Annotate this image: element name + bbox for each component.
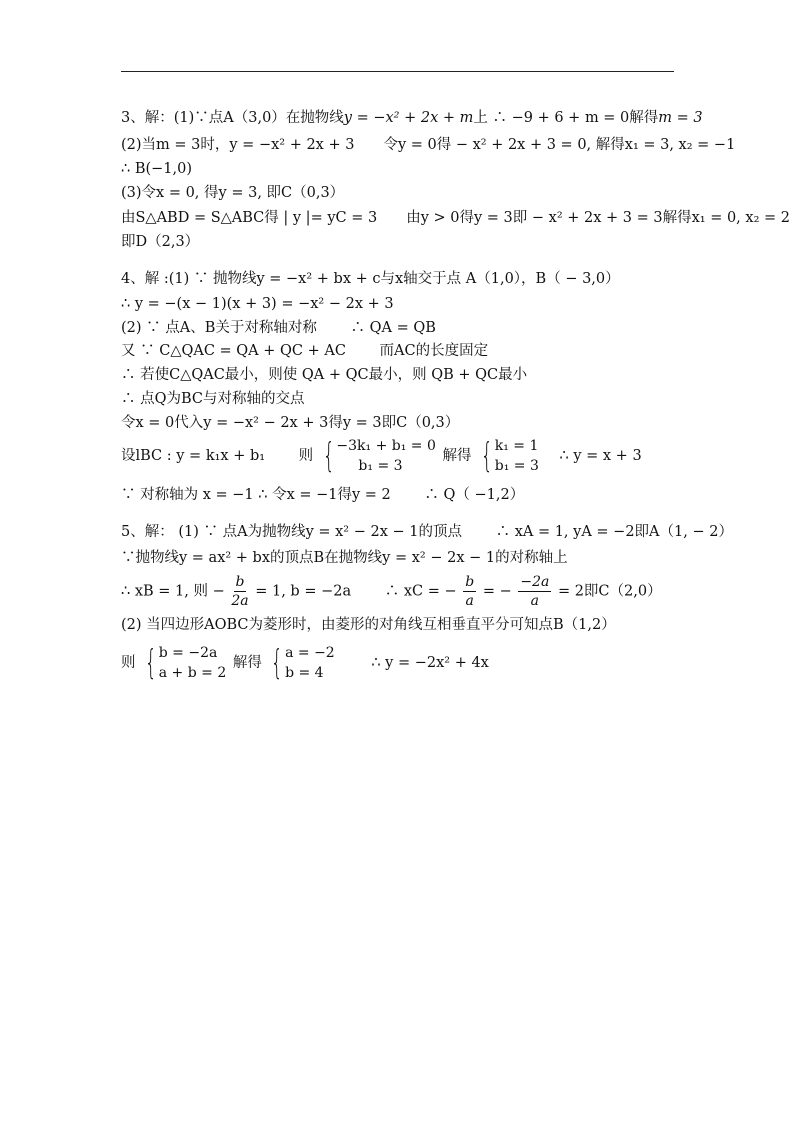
p5-line5-post: ∴ y = −2x² + 4x xyxy=(371,655,489,671)
p4-line8 xyxy=(121,436,642,476)
p4-line4: 又 ∵ C△QAC = QA + QC + AC 而AC的长度固定 xyxy=(121,343,489,359)
equation-system-3 xyxy=(142,643,226,683)
equation-system-1 xyxy=(320,436,436,476)
p4-line8-pre: 设lBC : y = k₁x + b₁ 则 xyxy=(121,448,314,464)
p4-line9: ∵ 对称轴为 x = −1 ∴ 令x = −1得y = 2 ∴ Q（ −1,2） xyxy=(121,487,525,503)
fraction-numerator: −2a xyxy=(520,574,550,590)
fraction-denominator: a xyxy=(530,593,540,609)
p5-line3-b: = 1, b = −2a ∴ xC = − xyxy=(255,583,457,600)
p4-line3: (2) ∵ 点A、B关于对称轴对称 ∴ QA = QB xyxy=(121,320,436,336)
system-row: b₁ = 3 xyxy=(494,458,539,474)
equation-system-2 xyxy=(478,436,539,476)
p5-line5-pre: 则 xyxy=(121,655,136,671)
p4-line7: 令x = 0代入y = −x² − 2x + 3得y = 3即C（0,3） xyxy=(121,415,460,431)
p5-line3-d: = 2即C（2,0） xyxy=(557,583,662,600)
p3-line1-text-d: m = 3 xyxy=(658,110,703,126)
fraction-2 xyxy=(463,573,476,610)
p5-line5 xyxy=(121,643,489,683)
p5-line2: ∵抛物线y = ax² + bx的顶点B在抛物线y = x² − 2x − 1的对称轴上 xyxy=(121,550,568,566)
fraction-numerator: b xyxy=(465,574,475,590)
fraction-1 xyxy=(231,573,248,610)
p5-line4: (2) 当四边形AOBC为菱形时，由菱形的对角线互相垂直平分可知点B（1,2） xyxy=(121,617,616,633)
p3-line1-text-b: y = −x² + 2x + m xyxy=(343,110,474,126)
system-row: a = −2 xyxy=(285,645,335,661)
system-row: k₁ = 1 xyxy=(494,438,539,454)
p3-line1-text-c: 上 ∴ −9 + 6 + m = 0解得 xyxy=(473,110,659,126)
p3-line6: 即D（2,3） xyxy=(121,234,200,250)
fraction-denominator: 2a xyxy=(231,593,249,609)
p5-line3-a: ∴ xB = 1, 则 − xyxy=(121,583,225,600)
left-brace-icon: { xyxy=(480,436,493,476)
system-row: b = 4 xyxy=(285,665,324,681)
p5-line1: 5、解： (1) ∵ 点A为抛物线y = x² − 2x − 1的顶点 ∴ xA = 1, yA = −2即A（1, − 2） xyxy=(121,524,733,540)
fraction-numerator: b xyxy=(235,574,245,590)
system-row: b₁ = 3 xyxy=(358,458,403,474)
p3-line3: ∴ B(−1,0) xyxy=(121,161,193,177)
system-row: −3k₁ + b₁ = 0 xyxy=(336,438,436,454)
p4-line8-mid: 解得 xyxy=(442,448,472,464)
system-row: a + b = 2 xyxy=(158,665,227,681)
p3-line4: (3)令x = 0, 得y = 3, 即C（0,3） xyxy=(121,185,345,201)
left-brace-icon: { xyxy=(322,436,335,476)
p4-line6: ∴ 点Q为BC与对称轴的交点 xyxy=(121,391,305,407)
p3-line1-text-a: 3、解：(1)∵点A（3,0）在抛物线 xyxy=(121,110,344,126)
p4-line5: ∴ 若使C△QAC最小，则使 QA + QC最小，则 QB + QC最小 xyxy=(121,367,528,383)
left-brace-icon: { xyxy=(144,643,157,683)
p3-line5: 由S△ABD = S△ABC得 | y |= yC = 3 由y > 0得y = 3即 − x² + 2x + 3 = 3解得x₁ = 0, x₂ = 2 xyxy=(121,210,790,226)
equation-system-4 xyxy=(268,643,334,683)
system-row: b = −2a xyxy=(158,645,218,661)
fraction-3 xyxy=(518,573,551,610)
p3-line2: (2)当m = 3时，y = −x² + 2x + 3 令y = 0得 − x² + 2x + 3 = 0, 解得x₁ = 3, x₂ = −1 xyxy=(121,137,736,153)
p5-line3-c: = − xyxy=(482,583,512,600)
p4-line8-post: ∴ y = x + 3 xyxy=(559,448,642,464)
p5-line3 xyxy=(121,573,662,610)
left-brace-icon: { xyxy=(271,643,284,683)
fraction-denominator: a xyxy=(465,593,474,609)
p3-line1 xyxy=(121,108,703,128)
p5-line5-mid: 解得 xyxy=(232,655,262,671)
header-rule xyxy=(121,71,674,72)
p4-line1: 4、解 :(1) ∵ 抛物线y = −x² + bx + c与x轴交于点 A（1,0），B（ − 3,0） xyxy=(121,271,620,287)
p4-line2: ∴ y = −(x − 1)(x + 3) = −x² − 2x + 3 xyxy=(121,296,394,312)
